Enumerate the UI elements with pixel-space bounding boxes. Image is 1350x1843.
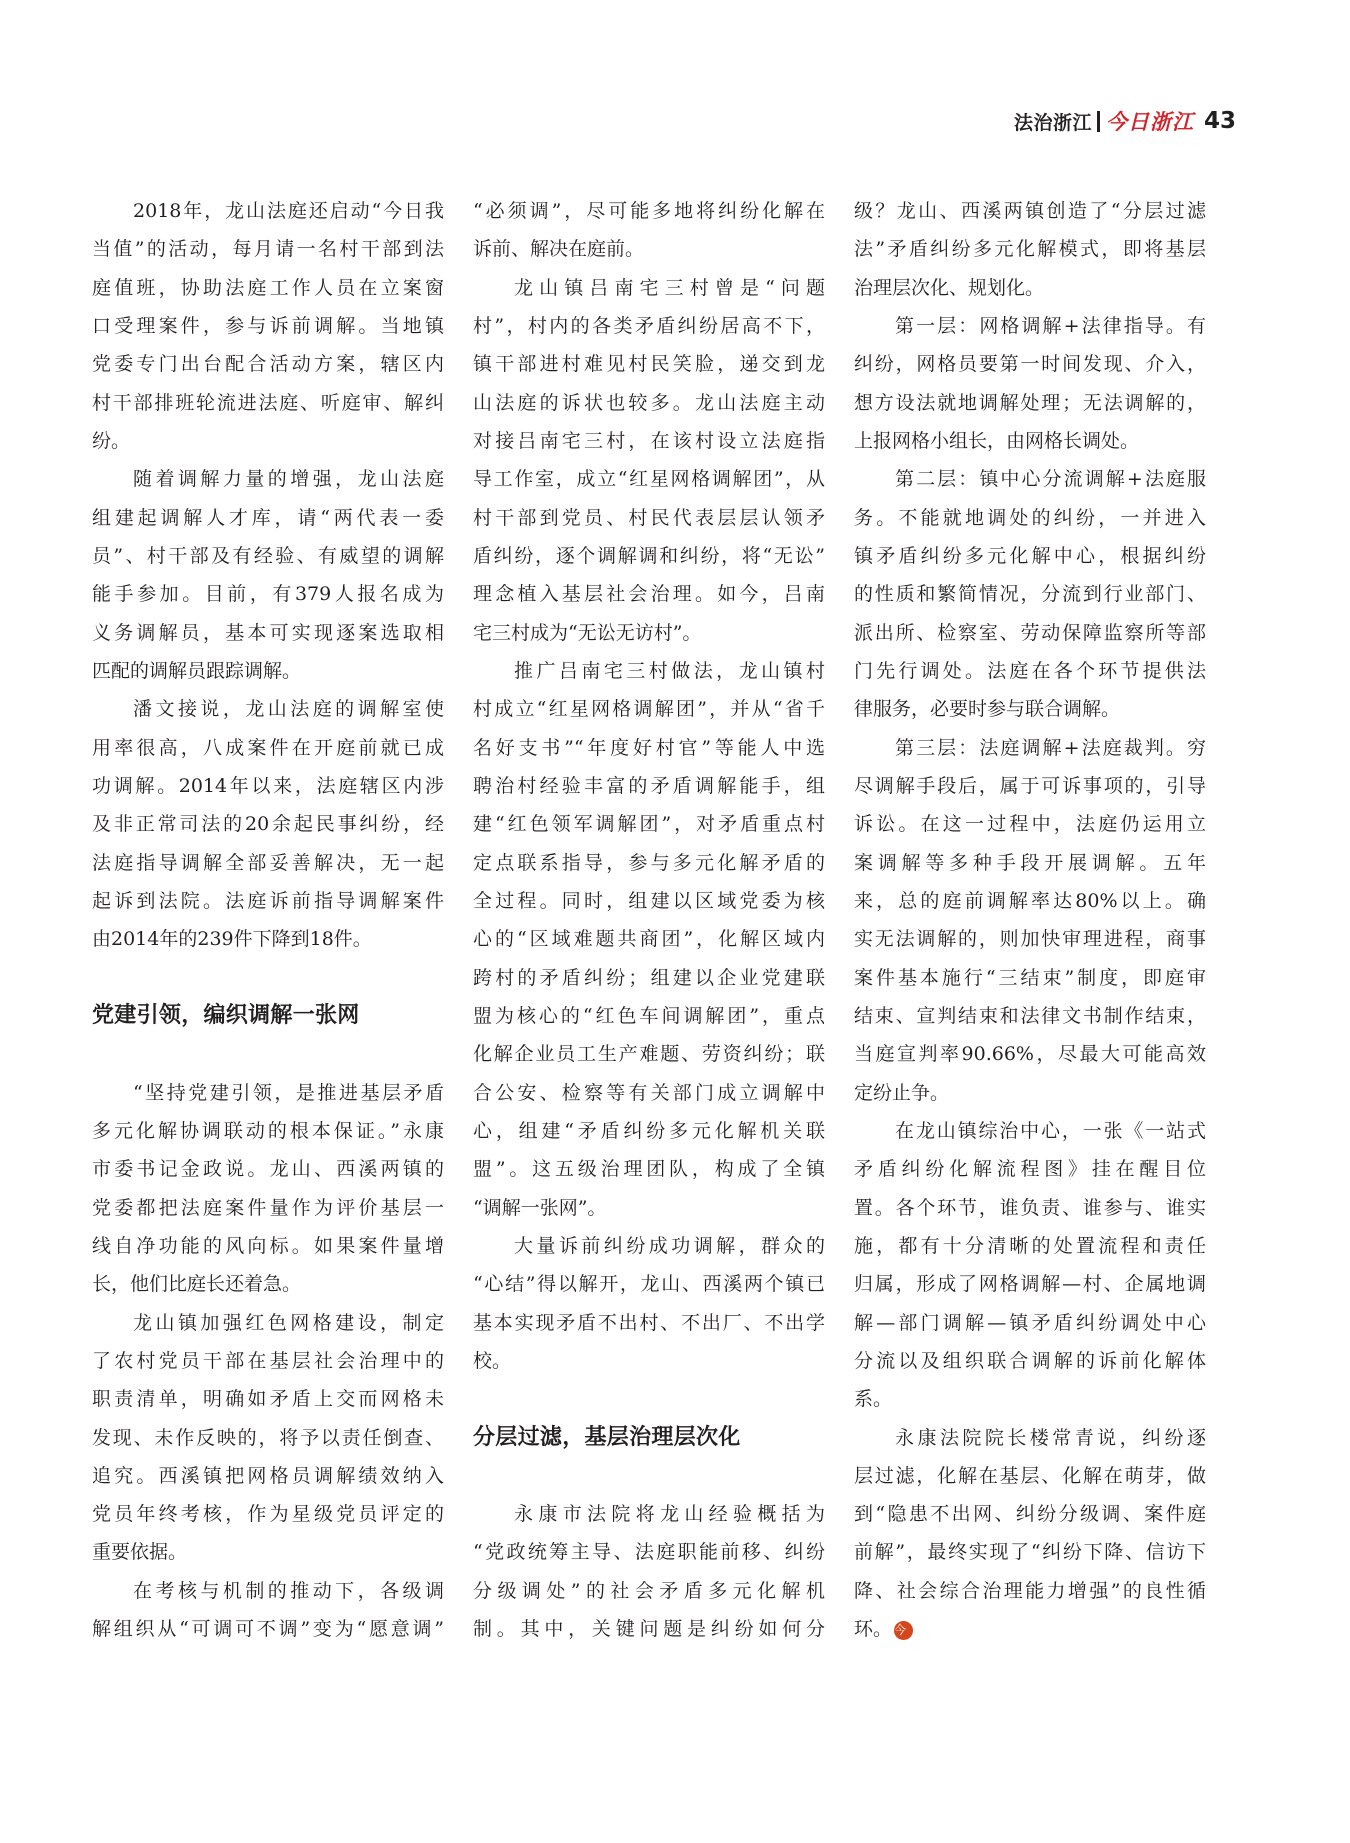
text-line: 分级调处”的社会矛盾多元化解机 bbox=[473, 1579, 825, 1602]
paragraph bbox=[92, 192, 444, 460]
text-line: 党委都把法庭案件量作为评价基层一 bbox=[92, 1196, 444, 1219]
text-line: 线自净功能的风向标。如果案件量增 bbox=[92, 1234, 444, 1257]
text-line: 重要依据。 bbox=[92, 1541, 188, 1564]
text-line: 多元化解协调联动的根本保证。”永康 bbox=[92, 1119, 444, 1142]
text-line: 第一层：网格调解+法律指导。有 bbox=[895, 314, 1206, 337]
paragraph bbox=[473, 652, 825, 1227]
paragraph bbox=[854, 729, 1206, 1112]
text-line: 盾纠纷，逐个调解调和纠纷，将“无讼” bbox=[473, 544, 825, 567]
text-line: 务。不能就地调处的纠纷，一并进入 bbox=[854, 506, 1206, 529]
section-label: 法治浙江 bbox=[1014, 111, 1093, 134]
text-line: 起诉到法院。法庭诉前指导调解案件 bbox=[92, 889, 444, 912]
text-line: 职责清单，明确如矛盾上交而网格未 bbox=[92, 1388, 444, 1411]
text-line: 当值”的活动，每月请一名村干部到法 bbox=[92, 238, 444, 261]
text-line: 基本实现矛盾不出村、不出厂、不出学 bbox=[473, 1311, 825, 1334]
text-line: 诉前、解决在庭前。 bbox=[473, 238, 645, 261]
magazine-logo: 今日浙江 bbox=[1106, 109, 1195, 134]
text-line: 在考核与机制的推动下，各级调 bbox=[133, 1579, 444, 1602]
paragraph bbox=[92, 1572, 444, 1649]
text-line: 村干部到党员、村民代表层层认领矛 bbox=[473, 506, 825, 529]
text-line: 降、社会综合治理能力增强”的良性循 bbox=[854, 1579, 1206, 1602]
text-line: 长，他们比庭长还着急。 bbox=[92, 1273, 302, 1296]
text-line: 用率很高，八成案件在开庭前就已成 bbox=[92, 736, 444, 759]
text-line: 上报网格小组长，由网格长调处。 bbox=[854, 429, 1140, 452]
text-line: 村”，村内的各类矛盾纠纷居高不下， bbox=[473, 314, 825, 337]
text-line: 级？龙山、西溪两镇创造了“分层过滤 bbox=[854, 200, 1206, 222]
text-line: 村干部排班轮流进法庭、听庭审、解纠 bbox=[92, 391, 444, 414]
text-line: 发现、未作反映的，将予以责任倒查、 bbox=[92, 1426, 444, 1449]
text-line: 置。各个环节，谁负责、谁参与、谁实 bbox=[854, 1196, 1206, 1219]
text-line: 龙山镇吕南宅三村曾是“问题 bbox=[514, 276, 825, 299]
text-line: 2018年，龙山法庭还启动“今日我 bbox=[133, 200, 444, 222]
text-line: 名好支书”“年度好村官”等能人中选 bbox=[473, 736, 825, 759]
page-number: 43 bbox=[1204, 108, 1237, 134]
text-line: 化解企业员工生产难题、劳资纠纷；联 bbox=[473, 1043, 825, 1066]
text-line: 尽调解手段后，属于可诉事项的，引导 bbox=[854, 774, 1206, 797]
text-line: 义务调解员，基本可实现逐案选取相 bbox=[92, 621, 444, 644]
text-line: 匹配的调解员跟踪调解。 bbox=[92, 659, 302, 682]
text-line: 校。 bbox=[473, 1349, 512, 1372]
text-line: 分流以及组织联合调解的诉前化解体 bbox=[854, 1349, 1206, 1372]
text-line: “调解一张网”。 bbox=[473, 1196, 607, 1219]
text-line: 导工作室，成立“红星网格调解团”，从 bbox=[473, 468, 825, 491]
text-line: 层过滤，化解在基层、化解在萌芽，做 bbox=[854, 1464, 1206, 1487]
text-line: 结束、宣判结束和法律文书制作结束， bbox=[854, 1004, 1206, 1027]
paragraph bbox=[92, 1304, 444, 1572]
paragraph bbox=[854, 192, 1206, 307]
text-line: 及非正常司法的20余起民事纠纷，经 bbox=[92, 813, 444, 836]
text-line: 派出所、检察室、劳动保障监察所等部 bbox=[854, 621, 1206, 644]
text-line: 山法庭的诉状也较多。龙山法庭主动 bbox=[473, 391, 825, 414]
paragraph bbox=[473, 269, 825, 652]
text-line: 盟为核心的“红色车间调解团”，重点 bbox=[473, 1004, 825, 1027]
text-column-2 bbox=[473, 192, 825, 1648]
text-line: 合公安、检察等有关部门成立调解中 bbox=[473, 1081, 825, 1104]
paragraph bbox=[473, 1227, 825, 1380]
text-line: 法庭指导调解全部妥善解决，无一起 bbox=[92, 851, 444, 874]
paragraph bbox=[854, 1419, 1206, 1649]
text-line: 案件基本施行“三结束”制度，即庭审 bbox=[854, 966, 1206, 989]
text-line: 案调解等多种手段开展调解。五年 bbox=[854, 851, 1206, 874]
text-line: 制。其中，关键问题是纠纷如何分 bbox=[473, 1618, 825, 1641]
paragraph bbox=[92, 1074, 444, 1304]
text-line: 庭值班，协助法庭工作人员在立案窗 bbox=[92, 276, 444, 299]
text-line: “党政统筹主导、法庭职能前移、纠纷 bbox=[473, 1541, 825, 1564]
text-line: 定纷止争。 bbox=[854, 1081, 950, 1104]
text-line: 在龙山镇综治中心，一张《一站式 bbox=[895, 1119, 1206, 1142]
text-line: 诉讼。在这一过程中，法庭仍运用立 bbox=[854, 813, 1206, 836]
section-heading: 党建引领，编织调解一张网 bbox=[92, 1002, 360, 1028]
text-line: 第二层：镇中心分流调解+法庭服 bbox=[895, 468, 1206, 491]
text-line: 组建起调解人才库，请“两代表一委 bbox=[92, 506, 444, 529]
text-line: 当庭宣判率90.66%，尽最大可能高效 bbox=[854, 1043, 1206, 1066]
paragraph bbox=[473, 192, 825, 269]
text-line: 全过程。同时，组建以区域党委为核 bbox=[473, 889, 825, 912]
text-column-3 bbox=[854, 192, 1206, 1648]
text-line: 镇矛盾纠纷多元化解中心，根据纠纷 bbox=[854, 544, 1206, 567]
text-line: “心结”得以解开，龙山、西溪两个镇已 bbox=[473, 1273, 825, 1296]
text-line: 解组织从“可调可不调”变为“愿意调” bbox=[92, 1618, 444, 1641]
text-line: 系。 bbox=[854, 1388, 893, 1411]
text-line: 党员年终考核，作为星级党员评定的 bbox=[92, 1503, 444, 1526]
paragraph bbox=[854, 307, 1206, 460]
text-line: 镇干部进村难见村民笑脸，递交到龙 bbox=[473, 353, 825, 376]
text-line: 永康市法院将龙山经验概括为 bbox=[514, 1503, 825, 1526]
text-line: 矛盾纠纷化解流程图》挂在醒目位 bbox=[854, 1158, 1206, 1181]
header-divider bbox=[1097, 111, 1100, 132]
text-line bbox=[854, 1610, 1206, 1648]
text-line-content: 环。 bbox=[854, 1618, 893, 1641]
text-line: 定点联系指导，参与多元化解矛盾的 bbox=[473, 851, 825, 874]
text-line: 盟”。这五级治理团队，构成了全镇 bbox=[473, 1158, 825, 1181]
text-line: 潘文接说，龙山法庭的调解室使 bbox=[133, 698, 444, 721]
text-line: 了农村党员干部在基层社会治理中的 bbox=[92, 1349, 444, 1372]
text-line: 纷。 bbox=[92, 429, 131, 452]
paragraph bbox=[92, 460, 444, 690]
page-header bbox=[1014, 106, 1236, 136]
text-line: 聘治村经验丰富的矛盾调解能手，组 bbox=[473, 774, 825, 797]
text-line: 村成立“红星网格调解团”，并从“省千 bbox=[473, 698, 825, 721]
text-line: 由2014年的239件下降到18件。 bbox=[92, 928, 372, 951]
text-line: 归属，形成了网格调解—村、企属地调 bbox=[854, 1273, 1206, 1296]
text-line: 施，都有十分清晰的处置流程和责任 bbox=[854, 1234, 1206, 1257]
text-line: 心，组建“矛盾纠纷多元化解机关联 bbox=[473, 1119, 825, 1142]
text-line: 到“隐患不出网、纠纷分级调、案件庭 bbox=[854, 1503, 1206, 1526]
text-line: 第三层：法庭调解+法庭裁判。穷 bbox=[895, 736, 1206, 759]
text-line: 建“红色领军调解团”，对矛盾重点村 bbox=[473, 813, 825, 836]
text-line: 心的“区域难题共商团”，化解区域内 bbox=[473, 928, 825, 951]
text-line: 推广吕南宅三村做法，龙山镇村 bbox=[514, 659, 825, 682]
text-line: 律服务，必要时参与联合调解。 bbox=[854, 698, 1121, 721]
text-line: 法”矛盾纠纷多元化解模式，即将基层 bbox=[854, 238, 1206, 261]
text-line: 来，总的庭前调解率达80%以上。确 bbox=[854, 889, 1206, 912]
text-line: 市委书记金政说。龙山、西溪两镇的 bbox=[92, 1158, 444, 1181]
text-line: 解—部门调解—镇矛盾纠纷调处中心 bbox=[854, 1311, 1206, 1334]
text-line: 追究。西溪镇把网格员调解绩效纳入 bbox=[92, 1464, 444, 1487]
paragraph bbox=[854, 1112, 1206, 1419]
text-line: 宅三村成为“无讼无访村”。 bbox=[473, 621, 702, 644]
text-line: 理念植入基层社会治理。如今，吕南 bbox=[473, 583, 825, 606]
text-line: 实无法调解的，则加快审理进程，商事 bbox=[854, 928, 1206, 951]
text-line: 永康法院院长楼常青说，纠纷逐 bbox=[895, 1426, 1206, 1449]
text-line: 口受理案件，参与诉前调解。当地镇 bbox=[92, 314, 444, 337]
text-line: 的性质和繁简情况，分流到行业部门、 bbox=[854, 583, 1206, 606]
text-line: 党委专门出台配合活动方案，辖区内 bbox=[92, 353, 444, 376]
text-line: 大量诉前纠纷成功调解，群众的 bbox=[514, 1234, 825, 1257]
paragraph bbox=[92, 690, 444, 958]
text-line: “必须调”，尽可能多地将纠纷化解在 bbox=[473, 200, 825, 222]
text-line: 随着调解力量的增强，龙山法庭 bbox=[133, 468, 444, 491]
text-line: 龙山镇加强红色网格建设，制定 bbox=[133, 1311, 444, 1334]
text-line: 想方设法就地调解处理；无法调解的， bbox=[854, 391, 1206, 414]
text-line: 员”、村干部及有经验、有威望的调解 bbox=[92, 544, 444, 567]
text-line: 纠纷，网格员要第一时间发现、介入， bbox=[854, 353, 1206, 376]
text-line: “坚持党建引领，是推进基层矛盾 bbox=[133, 1081, 444, 1104]
text-line: 前解”，最终实现了“纠纷下降、信访下 bbox=[854, 1541, 1206, 1564]
text-line: 对接吕南宅三村，在该村设立法庭指 bbox=[473, 429, 825, 452]
end-mark-icon: 今 bbox=[894, 1621, 913, 1640]
text-line: 功调解。2014年以来，法庭辖区内涉 bbox=[92, 774, 444, 797]
text-line: 跨村的矛盾纠纷；组建以企业党建联 bbox=[473, 966, 825, 989]
paragraph bbox=[473, 1495, 825, 1648]
section-heading: 分层过滤，基层治理层次化 bbox=[473, 1424, 741, 1450]
text-line: 治理层次化、规划化。 bbox=[854, 276, 1045, 299]
text-line: 能手参加。目前，有379人报名成为 bbox=[92, 583, 444, 606]
text-column-1 bbox=[92, 192, 444, 1648]
text-line: 门先行调处。法庭在各个环节提供法 bbox=[854, 659, 1206, 682]
paragraph bbox=[854, 460, 1206, 728]
